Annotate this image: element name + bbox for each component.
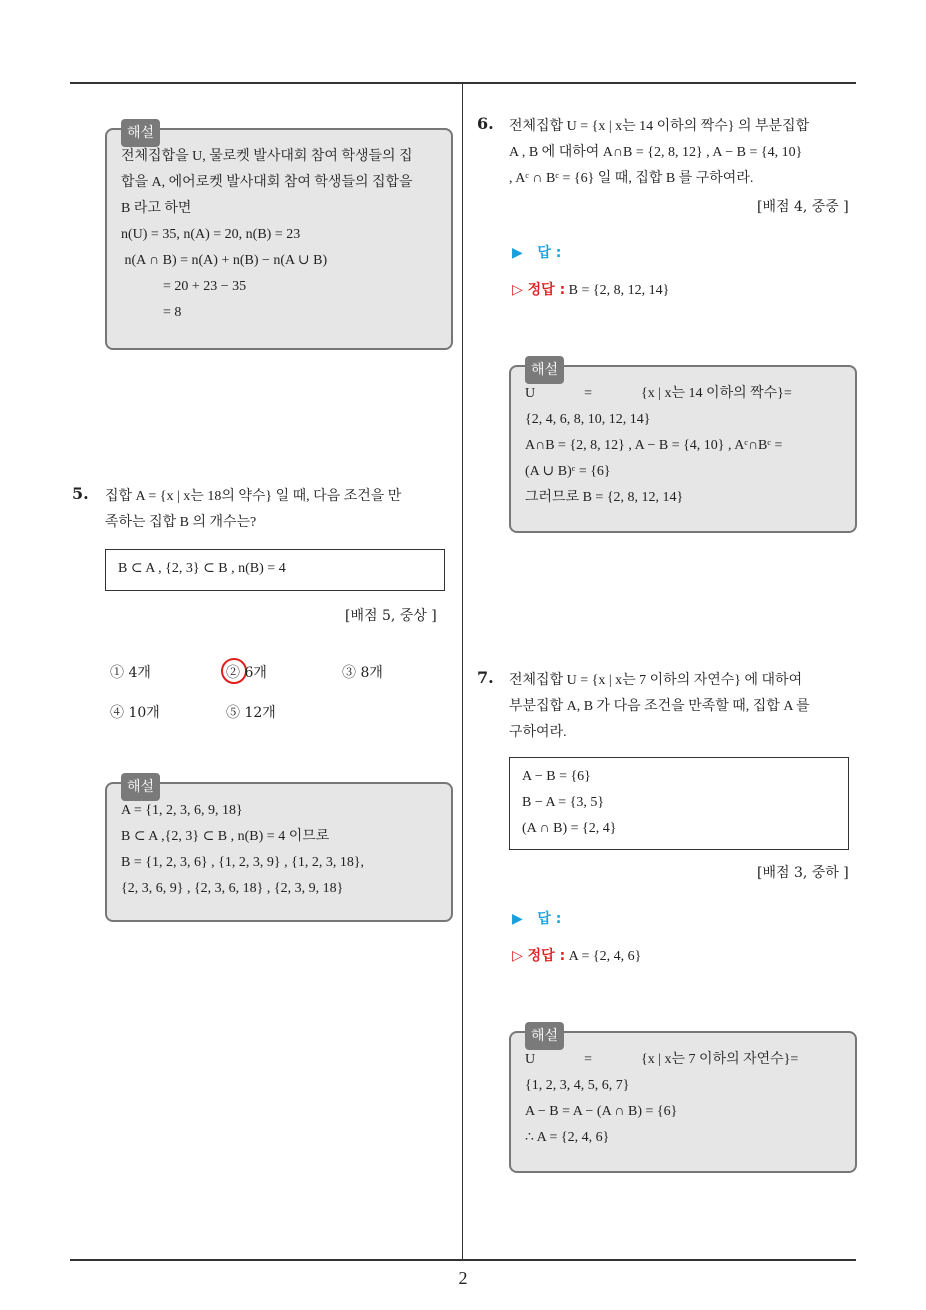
answer-row-q6[interactable] [512, 242, 561, 262]
solution-line: {1, 2, 3, 4, 5, 6, 7} [525, 1078, 630, 1093]
solution-line: 합을 A, 에어로켓 발사대회 참여 학생들의 집합을 [121, 175, 413, 190]
score-q6: [배점 4, 중중 ] [757, 199, 849, 215]
question-number-5: 5. [72, 484, 89, 503]
solution-line: U = {x | x는 7 이하의 자연수}= [525, 1052, 799, 1067]
solution-line: B 라고 하면 [121, 201, 192, 216]
choice-3[interactable]: ③ 8개 [342, 665, 383, 681]
solution-tag: 해설 [525, 1022, 564, 1050]
solution-line: A − B = A − (A ∩ B) = {6} [525, 1104, 678, 1119]
score-q5: [배점 5, 중상 ] [345, 608, 437, 624]
choice-2[interactable]: ② 6개 [226, 665, 267, 681]
correct-label: 정답 : [527, 282, 566, 298]
answer-arrow-icon: ▶ [512, 245, 538, 261]
answer-row-q7[interactable] [512, 908, 561, 928]
question-text-5 [105, 484, 455, 536]
condition-line: (A ∩ B) = {2, 4} [522, 821, 617, 836]
condition-line: B − A = {3, 5} [522, 795, 605, 810]
solution-box-q6 [509, 362, 857, 533]
bottom-rule [70, 1259, 856, 1261]
page-number: 2 [458, 1268, 468, 1288]
solution-tag: 해설 [525, 356, 564, 384]
question-line: 전체집합 U = {x | x는 14 이하의 짝수} 의 부분집합 [509, 119, 810, 134]
question-line: 족하는 집합 B 의 개수는? [105, 515, 257, 530]
correct-arrow-icon: ▷ [512, 282, 528, 298]
condition-text: B ⊂ A , {2, 3} ⊂ B , n(B) = 4 [118, 561, 286, 576]
solution-line: U = {x | x는 14 이하의 짝수}= [525, 386, 792, 401]
correct-answer-q7 [512, 945, 641, 965]
solution-line: n(U) = 35, n(A) = 20, n(B) = 23 [121, 227, 301, 242]
solution-box-q4 [105, 125, 453, 350]
solution-line: B ⊂ A ,{2, 3} ⊂ B , n(B) = 4 이므로 [121, 829, 330, 844]
question-text-7 [509, 668, 859, 746]
solution-line: n(A ∩ B) = n(A) + n(B) − n(A ∪ B) [121, 253, 328, 268]
question-text-6 [509, 114, 859, 192]
question-line: 부분집합 A, B 가 다음 조건을 만족할 때, 집합 A 를 [509, 699, 810, 714]
choice-5[interactable]: ⑤ 12개 [226, 705, 276, 721]
answer-label: 답 : [537, 911, 562, 927]
solution-tag: 해설 [121, 119, 160, 147]
question-line: A , B 에 대하여 A∩B = {2, 8, 12} , A − B = {4, 10} [509, 145, 803, 160]
solution-line: {2, 4, 6, 8, 10, 12, 14} [525, 412, 651, 427]
solution-box-q7 [509, 1028, 857, 1173]
solution-line: {2, 3, 6, 9} , {2, 3, 6, 18} , {2, 3, 9, 18} [121, 881, 344, 896]
question-line: 집합 A = {x | x는 18의 약수} 일 때, 다음 조건을 만 [105, 489, 402, 504]
condition-box-q5 [105, 549, 445, 591]
score-q7: [배점 3, 중하 ] [757, 865, 849, 881]
correct-arrow-icon: ▷ [512, 948, 528, 964]
solution-line: ∴ A = {2, 4, 6} [525, 1130, 610, 1145]
correct-value: B = {2, 8, 12, 14} [568, 283, 670, 298]
choice-1[interactable]: ① 4개 [110, 665, 151, 681]
solution-box-q5 [105, 779, 453, 922]
column-divider [462, 84, 463, 1260]
question-line: 구하여라. [509, 725, 567, 740]
question-number-6: 6. [477, 114, 494, 133]
question-line: 전체집합 U = {x | x는 7 이하의 자연수} 에 대하여 [509, 673, 803, 688]
correct-value: A = {2, 4, 6} [568, 949, 642, 964]
question-line: , Aᶜ ∩ Bᶜ = {6} 일 때, 집합 B 를 구하여라. [509, 171, 754, 186]
solution-line: 그러므로 B = {2, 8, 12, 14} [525, 490, 684, 505]
top-rule [70, 82, 856, 84]
answer-label: 답 : [537, 245, 562, 261]
solution-tag: 해설 [121, 773, 160, 801]
choice-4[interactable]: ④ 10개 [110, 705, 160, 721]
solution-line: = 8 [121, 305, 182, 320]
condition-line: A − B = {6} [522, 769, 591, 784]
solution-line: A∩B = {2, 8, 12} , A − B = {4, 10} , Aᶜ∩Bᶜ = [525, 438, 783, 453]
condition-box-q7 [509, 757, 849, 850]
solution-line: 전체집합을 U, 물로켓 발사대회 참여 학생들의 집 [121, 149, 413, 164]
correct-label: 정답 : [527, 948, 566, 964]
correct-answer-q6 [512, 279, 669, 299]
solution-line: B = {1, 2, 3, 6} , {1, 2, 3, 9} , {1, 2, 3, 18}, [121, 855, 365, 870]
solution-line: (A ∪ B)ᶜ = {6} [525, 464, 611, 479]
solution-line: = 20 + 23 − 35 [121, 279, 247, 294]
answer-arrow-icon: ▶ [512, 911, 538, 927]
question-number-7: 7. [477, 668, 494, 687]
solution-line: A = {1, 2, 3, 6, 9, 18} [121, 803, 243, 818]
